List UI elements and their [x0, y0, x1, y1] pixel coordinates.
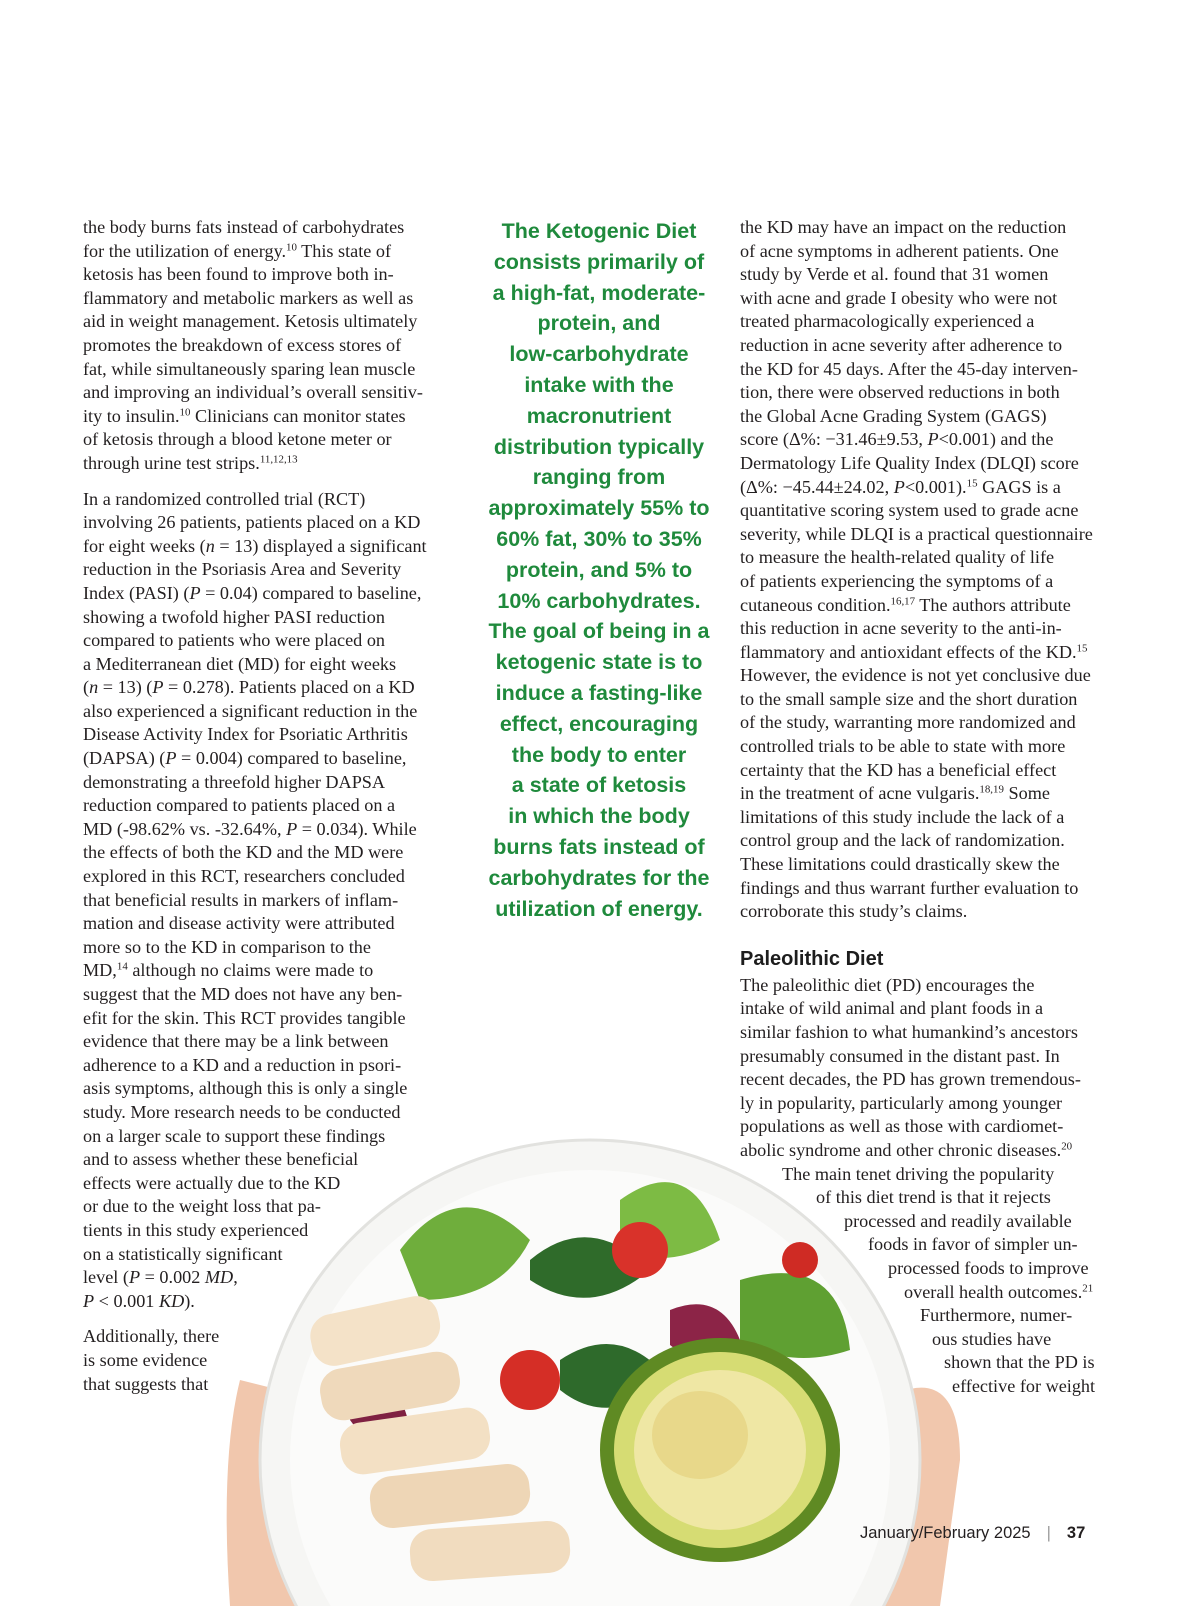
text-line: effective for weight: [952, 1375, 1096, 1396]
text-line: to measure the health-related quality of life: [740, 547, 1055, 568]
pull-quote-line: low-carbohydrate: [509, 342, 689, 367]
text-line: abolic syndrome and other chronic diseases.$^{20}$: [740, 1139, 1073, 1160]
text-line: on a statistically significant: [83, 1243, 283, 1264]
text-line: for eight weeks (n = 13) displayed a significant: [83, 535, 427, 556]
text-line: explored in this RCT, researchers concluded: [83, 866, 405, 887]
text-line: Index (PASI) (P = 0.04) compared to baseline,: [83, 582, 422, 603]
text-line: for the utilization of energy.$^{10}$ This state of: [83, 240, 392, 261]
footer-separator: |: [1046, 1524, 1051, 1542]
body-paragraph: [740, 216, 1130, 924]
pull-quote-line: The Ketogenic Diet: [501, 219, 697, 243]
text-line: However, the evidence is not yet conclusive due: [740, 665, 1091, 686]
text-line: MD,$^{14}$ although no claims were made to: [83, 960, 374, 981]
text-line: through urine test strips.$^{11,12,13}$: [83, 452, 298, 473]
text-line: to the small sample size and the short duration: [740, 688, 1078, 709]
body-paragraph: [83, 216, 463, 476]
pull-quote-line: intake with the: [524, 372, 674, 397]
text-line: processed and readily available: [844, 1210, 1072, 1231]
text-line: similar fashion to what humankind’s ancestors: [740, 1022, 1078, 1042]
text-line: control group and the lack of randomization.: [740, 830, 1065, 851]
text-line: showing a twofold higher PASI reduction: [83, 606, 385, 627]
pull-quote-line: ketogenic state is to: [495, 650, 703, 675]
pull-quote-line: protein, and: [537, 311, 661, 336]
text-line: the effects of both the KD and the MD were: [83, 842, 404, 863]
text-line: of the study, warranting more randomized and: [740, 712, 1076, 733]
text-line: intake of wild animal and plant foods in a: [740, 998, 1044, 1019]
pull-quote-line: a high-fat, moderate-: [492, 280, 706, 305]
text-line: level (P = 0.002 MD,: [83, 1267, 238, 1288]
text-line: effects were actually due to the KD: [83, 1172, 341, 1193]
text-line: severity, while DLQI is a practical questionnaire: [740, 523, 1093, 544]
text-line: the KD may have an impact on the reduction: [740, 217, 1067, 237]
text-line: flammatory and antioxidant effects of the KD.$^{15}$: [740, 641, 1088, 662]
text-line: that suggests that: [83, 1373, 209, 1394]
pull-quote-line: 10% carbohydrates.: [497, 588, 701, 613]
text-line: also experienced a significant reduction in the: [83, 700, 418, 721]
text-line: ous studies have: [932, 1328, 1052, 1349]
text-line: a Mediterranean diet (MD) for eight weeks: [83, 653, 397, 674]
text-line: aid in weight management. Ketosis ultimately: [83, 311, 418, 332]
text-line: ketosis has been found to improve both in-: [83, 264, 394, 285]
text-line: flammatory and metabolic markers as well as: [83, 287, 414, 308]
text-line: tion, there were observed reductions in both: [740, 382, 1060, 403]
text-line: more so to the KD in comparison to the: [83, 936, 371, 957]
text-line: (Δ%: −45.44±24.02, P<0.001).$^{15}$ GAGS is a: [740, 476, 1061, 497]
text-line: recent decades, the PD has grown tremendous-: [740, 1069, 1081, 1090]
text-line: reduction compared to patients placed on a: [83, 795, 396, 816]
text-line: of patients experiencing the symptoms of a: [740, 570, 1054, 591]
text-line: demonstrating a threefold higher DAPSA: [83, 771, 386, 792]
text-line: corroborate this study’s claims.: [740, 901, 968, 922]
cherry-tomato: [500, 1350, 560, 1410]
text-line: Additionally, there: [83, 1326, 220, 1347]
pull-quote-line: The goal of being in a: [488, 619, 710, 644]
text-line: fat, while simultaneously sparing lean muscle: [83, 358, 416, 379]
text-line: Dermatology Life Quality Index (DLQI) score: [740, 452, 1079, 473]
text-line: of acne symptoms in adherent patients. One: [740, 240, 1059, 261]
pull-quote: [478, 216, 720, 924]
text-line: foods in favor of simpler un-: [868, 1234, 1078, 1255]
text-line: that beneficial results in markers of inflam-: [83, 889, 399, 910]
text-line: In a randomized controlled trial (RCT): [83, 488, 366, 509]
text-line: suggest that the MD does not have any ben-: [83, 984, 403, 1004]
text-line: findings and thus warrant further evaluation to: [740, 877, 1079, 898]
text-line: (n = 13) (P = 0.278). Patients placed on a KD: [83, 677, 415, 698]
text-line: on a larger scale to support these findings: [83, 1125, 386, 1146]
pull-quote-line: in which the body: [508, 804, 690, 829]
text-line: and to assess whether these beneficial: [83, 1149, 359, 1170]
pull-quote-line: carbohydrates for the: [488, 865, 710, 890]
pull-quote-line: macronutrient: [526, 403, 672, 428]
page-number: 37: [1066, 1524, 1086, 1542]
pull-quote-line: protein, and 5% to: [505, 557, 693, 582]
section-heading: Paleolithic Diet: [740, 947, 884, 970]
text-line: tients in this study experienced: [83, 1219, 309, 1240]
pull-quote-line: a state of ketosis: [511, 773, 687, 798]
text-line: processed foods to improve: [888, 1257, 1089, 1278]
text-line: promotes the breakdown of excess stores of: [83, 334, 402, 355]
pull-quote-line: 60% fat, 30% to 35%: [496, 526, 702, 551]
text-line: populations as well as those with cardiomet-: [740, 1116, 1064, 1137]
cherry-tomato: [782, 1242, 818, 1278]
text-line: asis symptoms, although this is only a single: [83, 1078, 408, 1099]
page-footer: [860, 1524, 1085, 1550]
text-line: compared to patients who were placed on: [83, 630, 386, 651]
pull-quote-line: the body to enter: [511, 742, 687, 767]
text-line: reduction in acne severity after adherence to: [740, 334, 1063, 355]
text-line: efit for the skin. This RCT provides tangible: [83, 1007, 406, 1028]
text-line: controlled trials to be able to state with more: [740, 736, 1066, 757]
text-line: adherence to a KD and a reduction in psori-: [83, 1054, 402, 1075]
text-line: this reduction in acne severity to the anti-in-: [740, 618, 1062, 639]
text-line: study by Verde et al. found that 31 women: [740, 264, 1049, 285]
pull-quote-line: distribution typically: [493, 434, 705, 459]
text-line: ly in popularity, particularly among younger: [740, 1092, 1063, 1113]
text-line: evidence that there may be a link between: [83, 1031, 389, 1052]
text-line: with acne and grade I obesity who were not: [740, 287, 1058, 308]
text-line: MD (-98.62% vs. -32.64%, P = 0.034). While: [83, 818, 417, 839]
text-line: shown that the PD is: [944, 1352, 1095, 1373]
text-line: study. More research needs to be conducted: [83, 1101, 401, 1122]
text-line: The main tenet driving the popularity: [782, 1163, 1055, 1184]
text-line: Furthermore, numer-: [920, 1305, 1073, 1326]
text-line: overall health outcomes.$^{21}$: [904, 1281, 1094, 1302]
text-line: quantitative scoring system used to grade acne: [740, 500, 1079, 521]
pull-quote-line: approximately 55% to: [488, 496, 710, 521]
pull-quote-line: induce a fasting-like: [495, 680, 703, 705]
text-line: cutaneous condition.$^{16,17}$ The authors attribute: [740, 594, 1071, 615]
text-line: Disease Activity Index for Psoriatic Arthritis: [83, 724, 408, 745]
pull-quote-line: effect, encouraging: [499, 711, 699, 736]
text-line: limitations of this study include the lack of a: [740, 806, 1065, 827]
text-line: mation and disease activity were attributed: [83, 913, 395, 934]
text-line: is some evidence: [83, 1349, 208, 1370]
text-line: and improving an individual’s overall sensitiv-: [83, 382, 423, 403]
text-line: reduction in the Psoriasis Area and Severity: [83, 559, 402, 580]
text-line: score (Δ%: −31.46±9.53, P<0.001) and the: [740, 429, 1054, 450]
text-line: the body burns fats instead of carbohydrates: [83, 217, 405, 237]
text-line: P < 0.001 KD).: [83, 1290, 195, 1311]
text-line: certainty that the KD has a beneficial effect: [740, 759, 1057, 780]
text-line: or due to the weight loss that pa-: [83, 1196, 321, 1217]
text-line: in the treatment of acne vulgaris.$^{18,19}$ Some: [740, 783, 1050, 804]
text-line: presumably consumed in the distant past. In: [740, 1045, 1060, 1066]
avocado-half: [600, 1338, 840, 1562]
text-line: of ketosis through a blood ketone meter or: [83, 429, 392, 450]
pull-quote-line: utilization of energy.: [495, 896, 703, 921]
pull-quote-line: consists primarily of: [493, 249, 705, 274]
text-line: treated pharmacologically experienced a: [740, 311, 1035, 332]
text-line: the KD for 45 days. After the 45-day interven-: [740, 358, 1078, 379]
text-line: the Global Acne Grading System (GAGS): [740, 405, 1047, 426]
text-line: The paleolithic diet (PD) encourages the: [740, 974, 1035, 995]
issue-date: January/February 2025: [860, 1524, 1031, 1542]
pull-quote-line: burns fats instead of: [493, 834, 705, 859]
text-line: These limitations could drastically skew the: [740, 854, 1060, 875]
text-line: involving 26 patients, patients placed on a KD: [83, 512, 421, 533]
text-line: of this diet trend is that it rejects: [816, 1187, 1051, 1208]
pull-quote-line: ranging from: [532, 465, 666, 490]
text-line: (DAPSA) (P = 0.004) compared to baseline,: [83, 748, 407, 769]
cherry-tomato: [612, 1222, 668, 1278]
text-line: ity to insulin.$^{10}$ Clinicians can monitor states: [83, 405, 406, 426]
